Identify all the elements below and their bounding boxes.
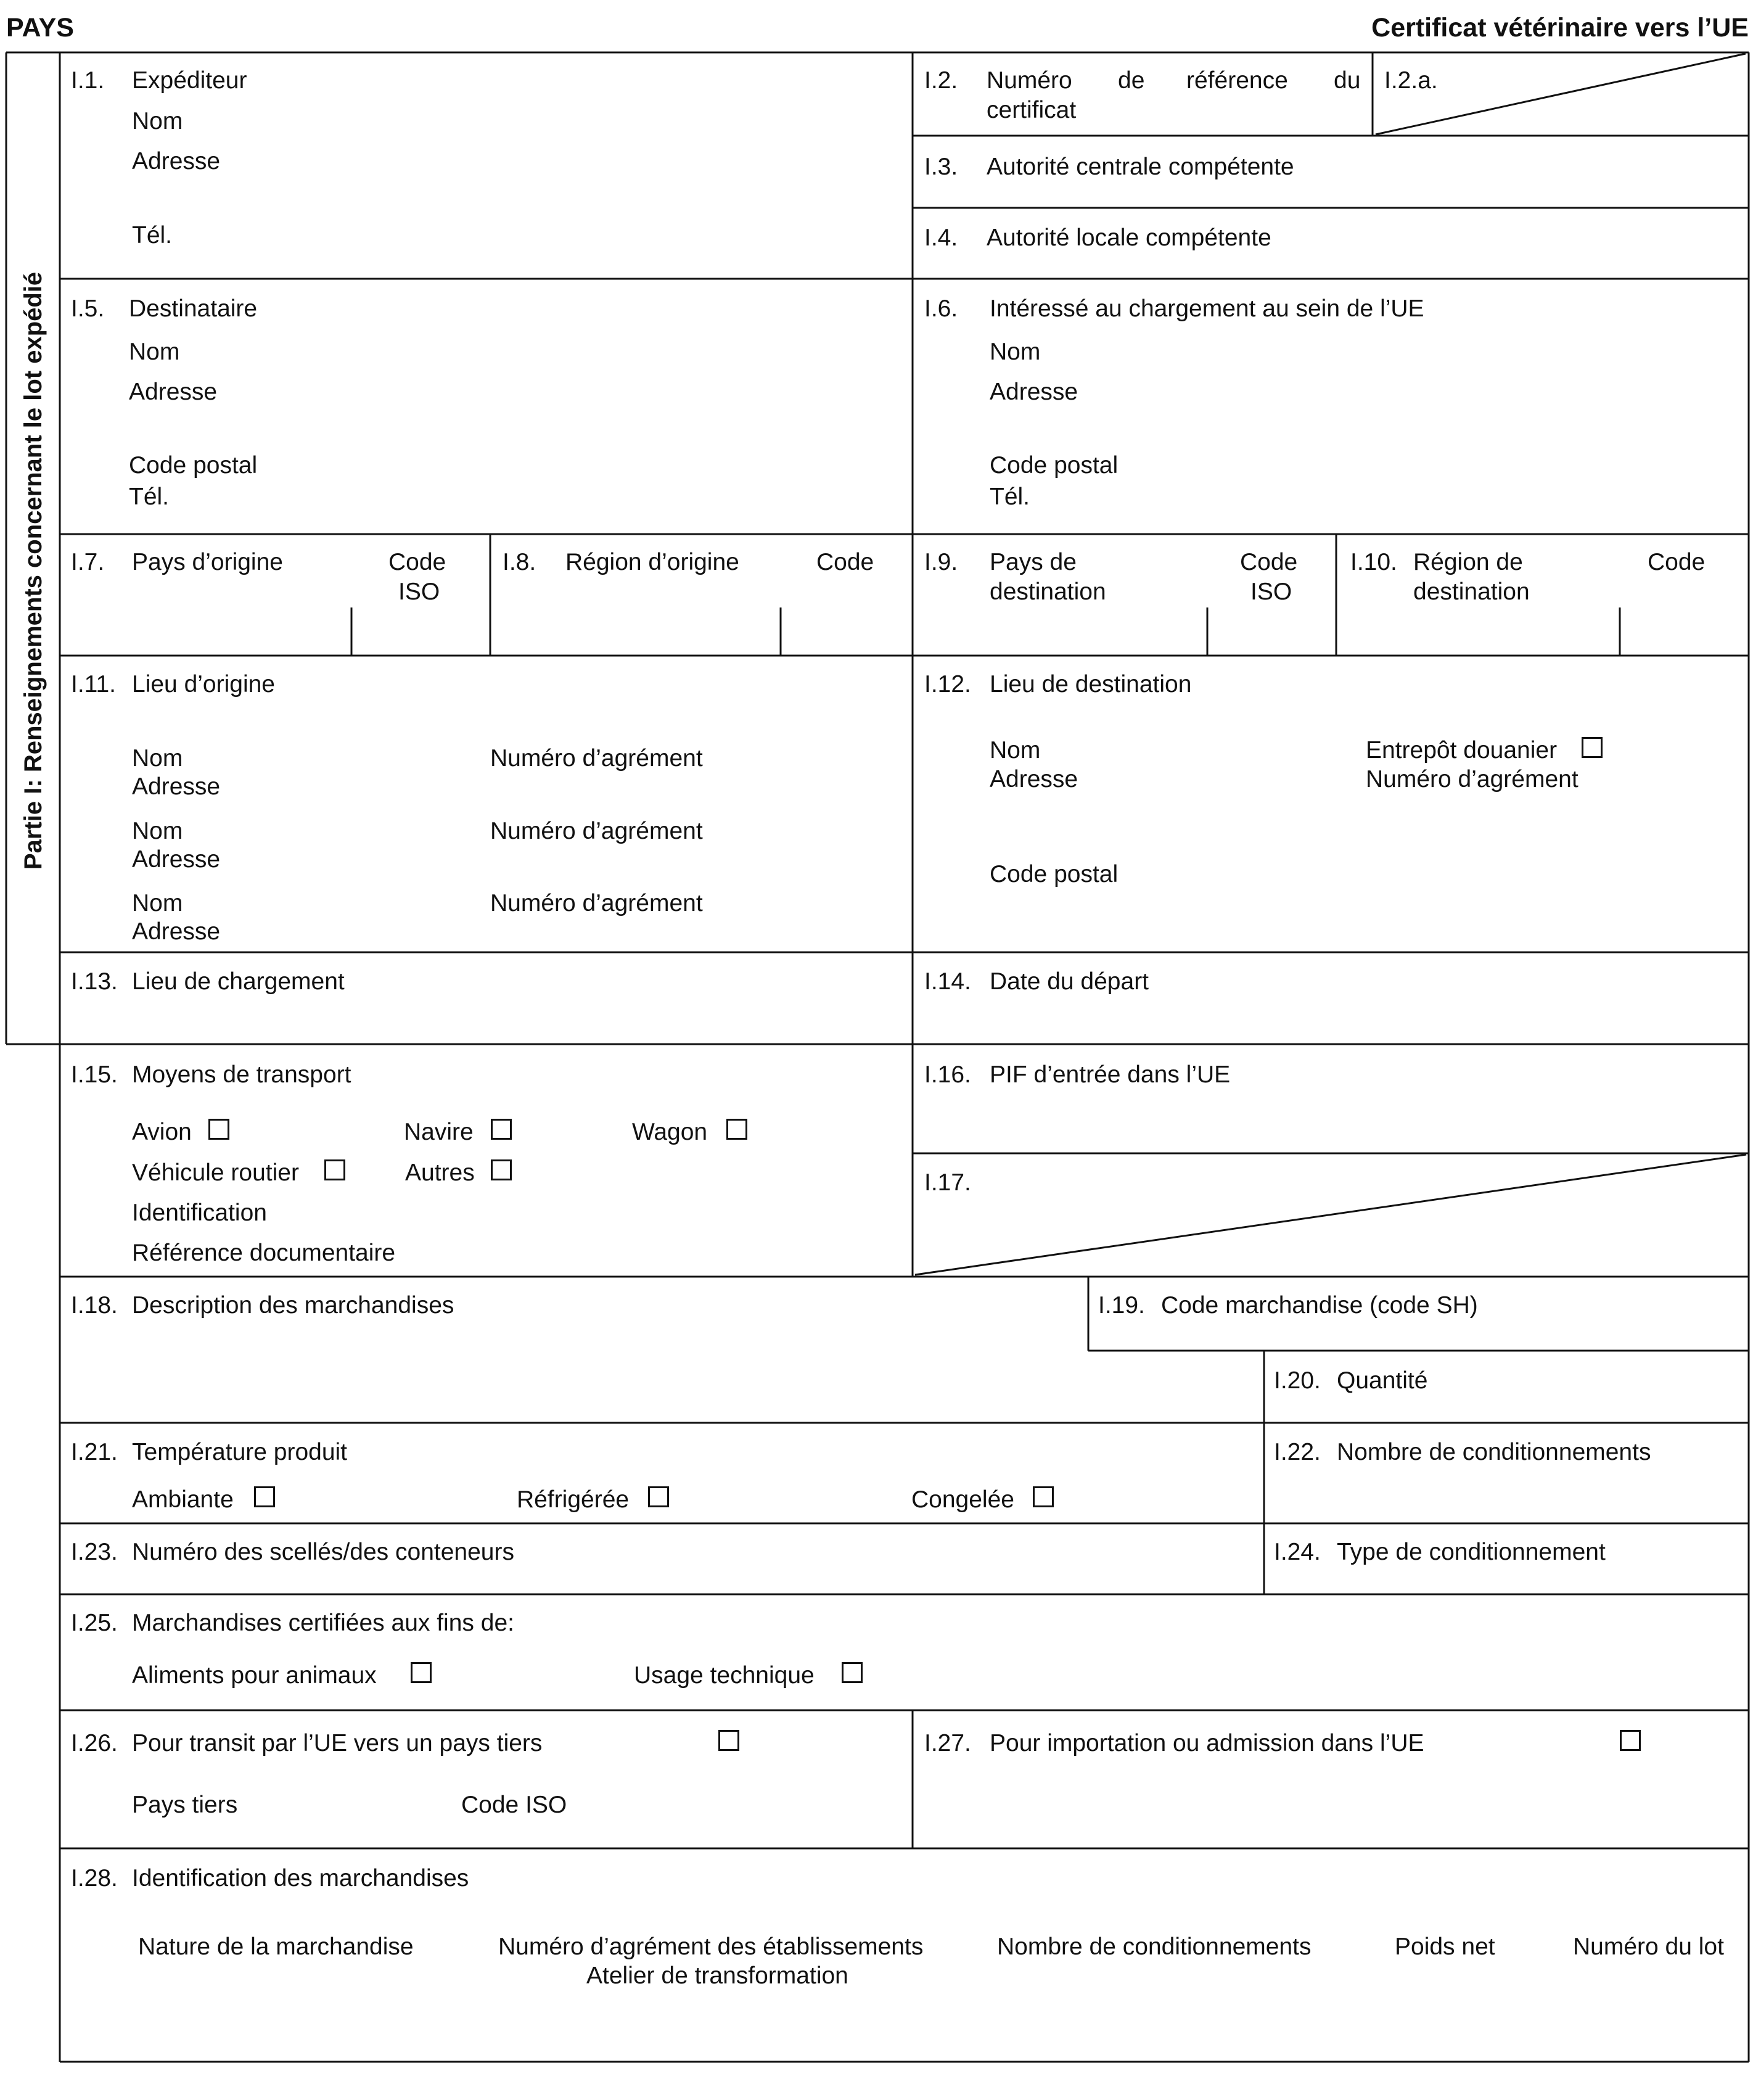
i27-label: Pour importation ou admission dans l’UE xyxy=(990,1730,1424,1756)
i7-iso-label: ISO xyxy=(398,579,440,605)
i11-nom-3: Nom xyxy=(132,890,183,916)
i15-reference: Référence documentaire xyxy=(132,1240,396,1266)
i4-number: I.4. xyxy=(924,224,958,251)
i8-number: I.8. xyxy=(503,549,536,575)
i9-label-1: Pays de xyxy=(990,549,1077,575)
i10-code-label: Code xyxy=(1648,549,1706,575)
i15-autres-checkbox[interactable] xyxy=(491,1159,512,1180)
i6-adresse: Adresse xyxy=(990,379,1078,405)
i23-number: I.23. xyxy=(71,1539,118,1565)
i21-refrigeree-label: Réfrigérée xyxy=(517,1486,630,1513)
header-certificate-title: Certificat vétérinaire vers l’UE xyxy=(1371,13,1749,43)
i13-label: Lieu de chargement xyxy=(132,968,345,995)
i7-label: Pays d’origine xyxy=(132,549,283,575)
i1-label: Expéditeur xyxy=(132,67,247,94)
i9-iso-label: ISO xyxy=(1250,579,1292,605)
i2-number: I.2. xyxy=(924,67,958,94)
i13-number: I.13. xyxy=(71,968,118,995)
i28-col-nombre: Nombre de conditionnements xyxy=(997,1933,1312,1960)
i15-autres-label: Autres xyxy=(405,1159,475,1186)
i12-code-postal: Code postal xyxy=(990,861,1119,887)
i11-agrement-3: Numéro d’agrément xyxy=(490,890,703,916)
i22-label: Nombre de conditionnements xyxy=(1337,1439,1651,1465)
i12-nom: Nom xyxy=(990,737,1041,764)
i21-number: I.21. xyxy=(71,1439,118,1465)
i12-number: I.12. xyxy=(924,671,971,698)
i9-number: I.9. xyxy=(924,549,958,575)
i16-number: I.16. xyxy=(924,1061,971,1088)
i5-tel: Tél. xyxy=(129,484,170,510)
i25-aliments-checkbox[interactable] xyxy=(411,1662,432,1683)
i11-adresse-3: Adresse xyxy=(132,918,221,945)
i15-identification: Identification xyxy=(132,1200,267,1226)
i1-number: I.1. xyxy=(71,67,105,94)
i15-label: Moyens de transport xyxy=(132,1061,351,1088)
i28-number: I.28. xyxy=(71,1865,118,1892)
i20-number: I.20. xyxy=(1274,1367,1321,1394)
i21-ambiante-checkbox[interactable] xyxy=(254,1486,275,1507)
i1-nom: Nom xyxy=(132,108,183,134)
i6-nom: Nom xyxy=(990,339,1041,365)
i25-usage-label: Usage technique xyxy=(634,1662,815,1689)
i3-number: I.3. xyxy=(924,154,958,180)
i24-number: I.24. xyxy=(1274,1539,1321,1565)
i22-number: I.22. xyxy=(1274,1439,1321,1465)
i12-adresse: Adresse xyxy=(990,766,1078,793)
i1-tel: Tél. xyxy=(132,222,173,249)
i20-label: Quantité xyxy=(1337,1367,1428,1394)
i19-number: I.19. xyxy=(1098,1292,1145,1319)
i2-label-word-2: de xyxy=(1118,67,1145,94)
i23-label: Numéro des scellés/des conteneurs xyxy=(132,1539,514,1565)
i26-checkbox[interactable] xyxy=(718,1730,739,1751)
i9-label-2: destination xyxy=(990,579,1106,605)
i5-label: Destinataire xyxy=(129,295,258,322)
i28-col-poids: Poids net xyxy=(1395,1933,1495,1960)
i15-wagon-checkbox[interactable] xyxy=(726,1119,747,1140)
i15-vehicule-label: Véhicule routier xyxy=(132,1159,299,1186)
i7-number: I.7. xyxy=(71,549,105,575)
i11-nom-2: Nom xyxy=(132,818,183,844)
i5-nom: Nom xyxy=(129,339,180,365)
i21-congelee-checkbox[interactable] xyxy=(1033,1486,1054,1507)
i6-label: Intéressé au chargement au sein de l’UE xyxy=(990,295,1424,322)
i28-col-atelier: Atelier de transformation xyxy=(586,1962,848,1989)
i3-label: Autorité centrale compétente xyxy=(987,154,1294,180)
i2-label-word-3: référence xyxy=(1186,67,1288,94)
i12-label: Lieu de destination xyxy=(990,671,1192,698)
i9-code-label: Code xyxy=(1240,549,1298,575)
i6-tel: Tél. xyxy=(990,484,1030,510)
i21-ambiante-label: Ambiante xyxy=(132,1486,234,1513)
i25-usage-checkbox[interactable] xyxy=(842,1662,863,1683)
i14-label: Date du départ xyxy=(990,968,1149,995)
i21-label: Température produit xyxy=(132,1439,348,1465)
i11-label: Lieu d’origine xyxy=(132,671,276,698)
i11-agrement-2: Numéro d’agrément xyxy=(490,818,703,844)
i15-navire-label: Navire xyxy=(404,1119,474,1145)
i12-entrepot-label: Entrepôt douanier xyxy=(1366,737,1558,764)
i10-number: I.10. xyxy=(1350,549,1397,575)
i11-number: I.11. xyxy=(71,671,116,698)
i2-label-word-1: Numéro xyxy=(987,67,1072,94)
side-label-part-1: Partie I: Renseignements concernant le lot expédié xyxy=(20,271,47,870)
i10-label-2: destination xyxy=(1413,579,1530,605)
i26-pays-tiers: Pays tiers xyxy=(132,1792,238,1818)
i14-number: I.14. xyxy=(924,968,971,995)
i1-adresse: Adresse xyxy=(132,148,221,175)
i15-avion-label: Avion xyxy=(132,1119,192,1145)
i8-code-label: Code xyxy=(816,549,874,575)
i28-col-nature: Nature de la marchandise xyxy=(138,1933,414,1960)
i7-code-label: Code xyxy=(388,549,446,575)
i5-adresse: Adresse xyxy=(129,379,218,405)
i12-agrement: Numéro d’agrément xyxy=(1366,766,1579,793)
i26-code-iso: Code ISO xyxy=(461,1792,567,1818)
i28-col-lot: Numéro du lot xyxy=(1573,1933,1724,1960)
i5-number: I.5. xyxy=(71,295,105,322)
i11-nom-1: Nom xyxy=(132,745,183,772)
i10-label-1: Région de xyxy=(1413,549,1523,575)
i4-label: Autorité locale compétente xyxy=(987,224,1271,251)
i15-navire-checkbox[interactable] xyxy=(491,1119,512,1140)
i26-number: I.26. xyxy=(71,1730,118,1756)
i27-number: I.27. xyxy=(924,1730,971,1756)
i26-label: Pour transit par l’UE vers un pays tiers xyxy=(132,1730,543,1756)
header-country: PAYS xyxy=(6,13,74,43)
i25-aliments-label: Aliments pour animaux xyxy=(132,1662,377,1689)
i27-checkbox[interactable] xyxy=(1620,1730,1641,1751)
i28-col-agrement: Numéro d’agrément des établissements xyxy=(498,1933,924,1960)
i11-adresse-1: Adresse xyxy=(132,773,221,800)
i18-number: I.18. xyxy=(71,1292,118,1319)
i21-refrigeree-checkbox[interactable] xyxy=(648,1486,669,1507)
i2-label-word-4: du xyxy=(1334,67,1361,94)
i11-adresse-2: Adresse xyxy=(132,846,221,873)
i15-vehicule-checkbox[interactable] xyxy=(324,1159,345,1180)
i21-congelee-label: Congelée xyxy=(911,1486,1014,1513)
i15-number: I.15. xyxy=(71,1061,118,1088)
i2-label-line-2: certificat xyxy=(987,97,1077,123)
i5-code-postal: Code postal xyxy=(129,452,258,479)
i17-number: I.17. xyxy=(924,1169,971,1196)
i12-entrepot-checkbox[interactable] xyxy=(1582,737,1603,758)
i18-label: Description des marchandises xyxy=(132,1292,454,1319)
i24-label: Type de conditionnement xyxy=(1337,1539,1606,1565)
i15-wagon-label: Wagon xyxy=(632,1119,708,1145)
i11-agrement-1: Numéro d’agrément xyxy=(490,745,703,772)
i8-label: Région d’origine xyxy=(565,549,739,575)
i19-label: Code marchandise (code SH) xyxy=(1161,1292,1478,1319)
i28-label: Identification des marchandises xyxy=(132,1865,469,1892)
i6-code-postal: Code postal xyxy=(990,452,1119,479)
i6-number: I.6. xyxy=(924,295,958,322)
i16-label: PIF d’entrée dans l’UE xyxy=(990,1061,1231,1088)
i25-label: Marchandises certifiées aux fins de: xyxy=(132,1610,514,1636)
i2a-number: I.2.a. xyxy=(1384,67,1438,94)
i25-number: I.25. xyxy=(71,1610,118,1636)
i15-avion-checkbox[interactable] xyxy=(208,1119,229,1140)
